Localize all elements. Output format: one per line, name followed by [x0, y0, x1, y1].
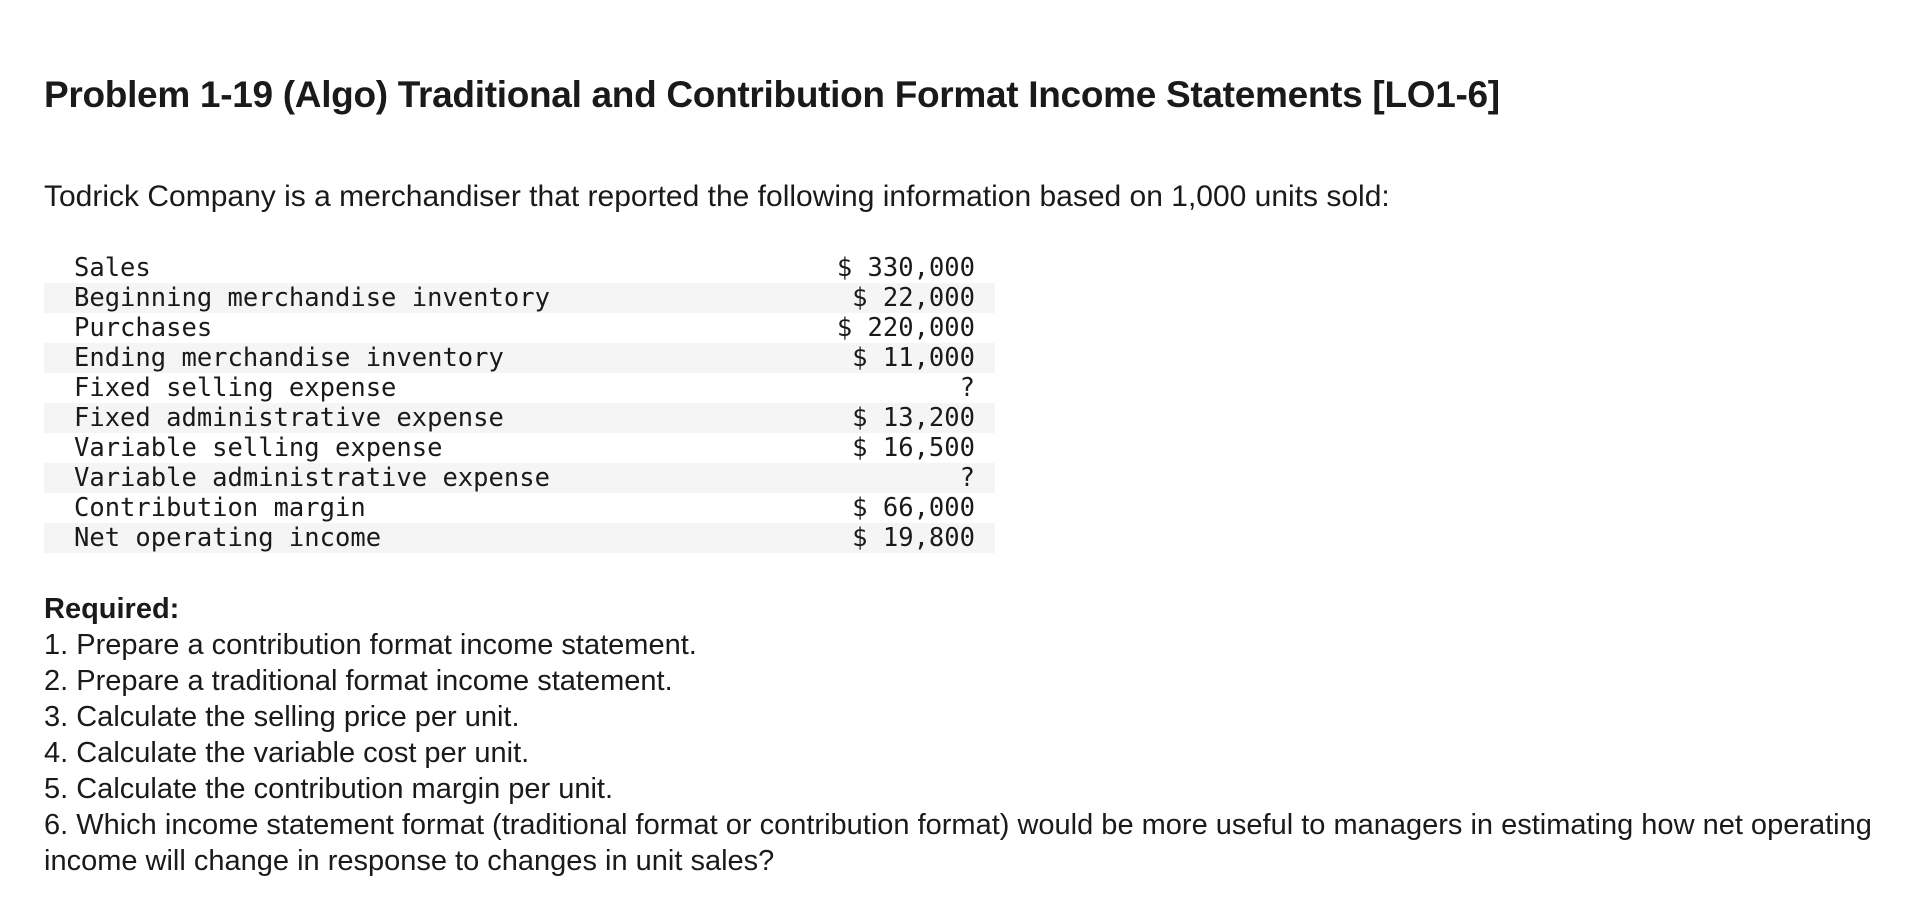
row-value: $ 22,000	[768, 283, 995, 313]
row-label: Fixed administrative expense	[44, 403, 768, 433]
row-label: Fixed selling expense	[74, 373, 397, 403]
required-section	[44, 591, 1904, 879]
required-heading: Required:	[44, 593, 180, 625]
row-value: $ 13,200	[768, 403, 995, 433]
table-row	[44, 373, 995, 403]
table-row	[44, 283, 995, 313]
table-row	[44, 343, 995, 373]
row-label: Variable administrative expense	[44, 463, 768, 493]
table-row	[44, 313, 995, 343]
row-value: $ 16,500	[852, 433, 975, 463]
required-item: 2. Prepare a traditional format income statement.	[44, 665, 673, 697]
required-item: 4. Calculate the variable cost per unit.	[44, 737, 530, 769]
row-label: Sales	[74, 253, 151, 283]
row-value: $ 220,000	[836, 313, 975, 343]
table-row	[44, 253, 995, 283]
required-item: 1. Prepare a contribution format income statement.	[44, 629, 697, 661]
problem-title: Problem 1-19 (Algo) Traditional and Contribution Format Income Statements [LO1-6]	[44, 74, 1500, 115]
table-row	[44, 433, 995, 463]
row-value: ?	[959, 373, 975, 403]
row-value: ?	[768, 463, 995, 493]
row-label: Contribution margin	[74, 493, 366, 523]
required-list	[44, 627, 1904, 879]
row-value: $ 66,000	[852, 493, 975, 523]
table-row	[44, 493, 995, 523]
financial-data-table	[44, 253, 995, 553]
row-label: Purchases	[74, 313, 213, 343]
row-label: Beginning merchandise inventory	[44, 283, 768, 313]
table-row	[44, 403, 995, 433]
required-item: 6. Which income statement format (traditional format or contribution format) would be more useful to managers in estimating how net operating income will change in response to changes in unit sales?	[44, 809, 1872, 877]
row-value: $ 19,800	[768, 523, 995, 553]
required-item: 3. Calculate the selling price per unit.	[44, 701, 520, 733]
table-row	[44, 523, 995, 553]
table-row	[44, 463, 995, 493]
row-value: $ 330,000	[836, 253, 975, 283]
intro-text: Todrick Company is a merchandiser that reported the following information based on 1,000 units sold:	[44, 180, 1390, 213]
required-item: 5. Calculate the contribution margin per unit.	[44, 773, 614, 805]
row-value: $ 11,000	[768, 343, 995, 373]
row-label: Net operating income	[44, 523, 768, 553]
row-label: Variable selling expense	[74, 433, 443, 463]
row-label: Ending merchandise inventory	[44, 343, 768, 373]
